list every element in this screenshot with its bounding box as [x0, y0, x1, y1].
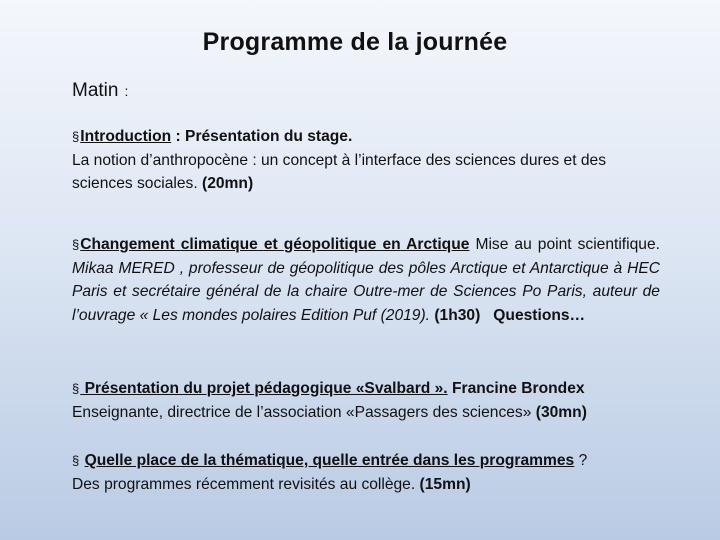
- program-item-arctique: [72, 233, 660, 327]
- item-heading-rest: : Présentation du stage.: [171, 128, 353, 145]
- program-item-introduction: [72, 125, 660, 196]
- item-duration: (1h30): [434, 306, 481, 324]
- item-duration: (20mn): [202, 175, 254, 192]
- bullet-icon: §: [72, 381, 80, 396]
- item-body: Des programmes récemment revisités au collège.: [72, 475, 416, 493]
- item-heading: Présentation du projet pédagogique «Svalbard ».: [80, 380, 448, 397]
- section-colon: :: [124, 83, 129, 99]
- item-speaker-name: Francine Brondex: [451, 380, 585, 397]
- item-heading: Changement climatique et géopolitique en Arctique: [80, 236, 470, 253]
- item-duration: (30mn): [535, 403, 587, 421]
- item-speaker: Mikaa MERED , professeur de géopolitique des pôles Arctique et Antarctique à HEC Paris et secrétaire général de la chaire Outre-mer de Sciences Po Paris, auteur de l’ouvrage « Les mondes polaires Edition Puf (2019).: [72, 259, 660, 324]
- section-heading: [72, 80, 128, 102]
- item-duration: (15mn): [419, 475, 471, 493]
- page-title: Programme de la journée: [202, 28, 508, 56]
- item-body: La notion d’anthropocène : un concept à l’interface des sciences dures et des sciences sociales.: [72, 151, 607, 192]
- program-item-svalbard: [72, 377, 660, 424]
- item-speaker-role: Enseignante, directrice de l’association «Passagers des sciences»: [72, 403, 532, 421]
- bullet-icon: §: [72, 129, 80, 144]
- section-label: Matin: [72, 80, 119, 101]
- item-heading: Quelle place de la thématique, quelle entrée dans les programmes: [84, 452, 575, 469]
- item-heading: Introduction: [80, 128, 172, 145]
- item-subtitle: Mise au point scientifique.: [475, 236, 660, 253]
- bullet-icon: §: [72, 453, 80, 468]
- item-heading-end: ?: [574, 452, 588, 469]
- program-item-programmes: [72, 449, 660, 496]
- item-extra: Questions…: [493, 306, 586, 324]
- bullet-icon: §: [72, 237, 80, 252]
